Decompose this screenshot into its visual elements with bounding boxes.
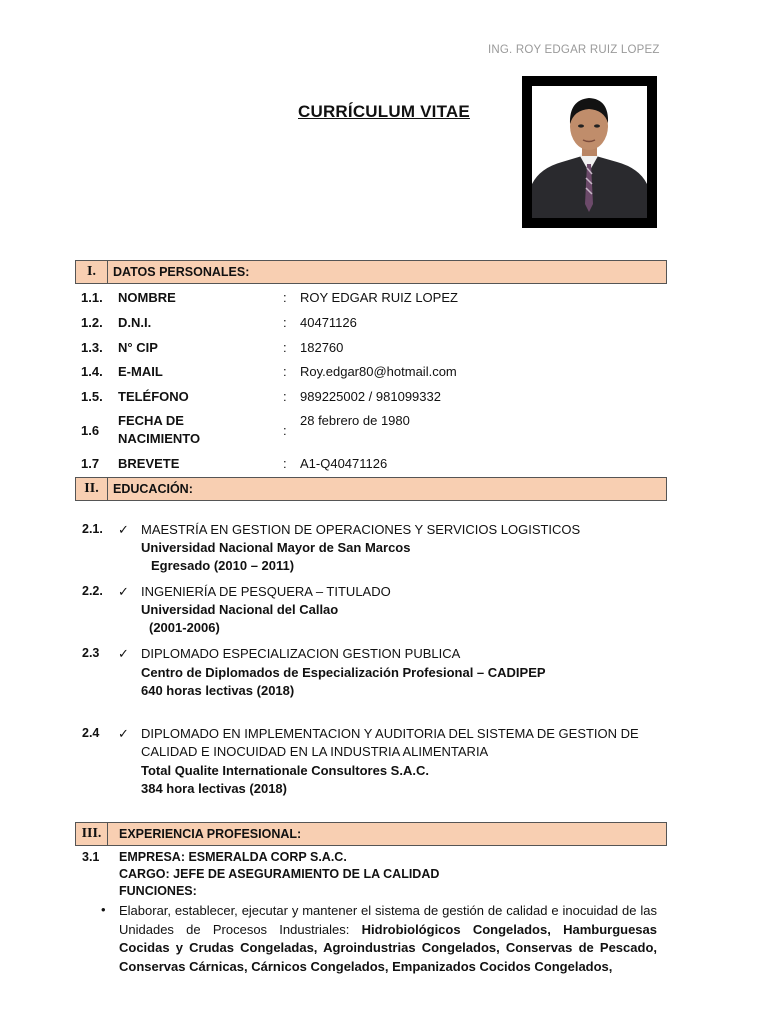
row-number: 1.3. xyxy=(81,340,103,355)
row-value: 28 febrero de 1980 xyxy=(300,413,410,428)
education-degree-cont: CALIDAD E INOCUIDAD EN LA INDUSTRIA ALIMENTARIA xyxy=(141,744,489,759)
row-label: NOMBRE xyxy=(118,290,176,305)
check-icon: ✓ xyxy=(118,726,129,741)
check-icon: ✓ xyxy=(118,584,129,599)
section-personal-header xyxy=(75,260,667,284)
row-label: E-MAIL xyxy=(118,364,163,379)
education-period: Egresado (2010 – 2011) xyxy=(151,558,295,573)
row-value: 40471126 xyxy=(300,315,357,330)
education-degree: DIPLOMADO ESPECIALIZACION GESTION PUBLICA xyxy=(141,646,461,661)
education-institution: Universidad Nacional del Callao xyxy=(141,602,339,617)
row-label: D.N.I. xyxy=(118,315,152,330)
bullet-icon: • xyxy=(101,902,106,917)
row-colon: : xyxy=(283,315,287,330)
section-title: DATOS PERSONALES: xyxy=(113,265,250,279)
row-colon: : xyxy=(283,423,287,438)
experience-company: EMPRESA: ESMERALDA CORP S.A.C. xyxy=(119,850,347,864)
row-number: 1.7 xyxy=(81,456,100,471)
row-label: TELÉFONO xyxy=(118,389,189,404)
section-number: I. xyxy=(76,261,108,283)
header-name: ING. ROY EDGAR RUIZ LOPEZ xyxy=(488,44,660,56)
row-value: 182760 xyxy=(300,340,344,355)
experience-position: CARGO: JEFE DE ASEGURAMIENTO DE LA CALIDAD xyxy=(119,867,440,881)
row-colon: : xyxy=(283,456,287,471)
education-period: (2001-2006) xyxy=(149,620,220,635)
row-number: 1.1. xyxy=(81,290,103,305)
row-value: A1-Q40471126 xyxy=(300,456,388,471)
row-value: 989225002 / 981099332 xyxy=(300,389,441,404)
document-title: CURRÍCULUM VITAE xyxy=(298,102,470,121)
education-degree: INGENIERÍA DE PESQUERA – TITULADO xyxy=(141,584,391,599)
function-text: Elaborar, establecer, ejecutar y mantener el sistema de gestión de calidad e inocuidad de las Unidades de Procesos Industriales: xyxy=(119,903,657,937)
education-institution: Total Qualite Internationale Consultores S.A.C. xyxy=(141,763,429,778)
education-degree: DIPLOMADO EN IMPLEMENTACION Y AUDITORIA DEL SISTEMA DE GESTION DE xyxy=(141,726,639,741)
row-label: BREVETE xyxy=(118,456,180,471)
section-number: II. xyxy=(76,478,108,500)
row-number: 1.2. xyxy=(81,315,103,330)
education-number: 2.3 xyxy=(82,646,100,660)
profile-photo xyxy=(522,76,657,228)
check-icon: ✓ xyxy=(118,522,129,537)
check-icon: ✓ xyxy=(118,646,129,661)
function-item xyxy=(119,902,657,976)
row-number: 1.6 xyxy=(81,423,100,438)
row-colon: : xyxy=(283,290,287,305)
section-title: EXPERIENCIA PROFESIONAL: xyxy=(119,827,302,841)
row-colon: : xyxy=(283,389,287,404)
education-degree: MAESTRÍA EN GESTION DE OPERACIONES Y SERVICIOS LOGISTICOS xyxy=(141,522,581,537)
education-number: 2.1. xyxy=(82,522,103,536)
row-value: Roy.edgar80@hotmail.com xyxy=(300,364,457,379)
row-colon: : xyxy=(283,340,287,355)
row-colon: : xyxy=(283,364,287,379)
experience-functions-label: FUNCIONES: xyxy=(119,884,197,898)
education-institution: Centro de Diplomados de Especialización Profesional – CADIPEP xyxy=(141,665,546,680)
row-label: N° CIP xyxy=(118,340,158,355)
function-text-bold: Hidrobiológicos Congelados, Hamburguesas Cocidas y Crudas Congeladas, Agroindustrias Congelados, Conservas de Pescado, Conservas Cárnicas, Cárnicos Congelados, Empanizados Cocidos Congelados, xyxy=(119,921,657,974)
experience-number: 3.1 xyxy=(82,850,100,864)
education-number: 2.2. xyxy=(82,584,103,598)
row-number: 1.4. xyxy=(81,364,103,379)
education-number: 2.4 xyxy=(82,726,100,740)
row-value: ROY EDGAR RUIZ LOPEZ xyxy=(300,290,458,305)
education-hours: 640 horas lectivas (2018) xyxy=(141,683,295,698)
section-education-header xyxy=(75,477,667,501)
row-label-line2: NACIMIENTO xyxy=(118,431,201,446)
education-hours: 384 hora lectivas (2018) xyxy=(141,781,287,796)
section-number: III. xyxy=(76,823,108,845)
row-number: 1.5. xyxy=(81,389,103,404)
section-experience-header xyxy=(75,822,667,846)
section-title: EDUCACIÓN: xyxy=(113,482,193,496)
education-institution: Universidad Nacional Mayor de San Marcos xyxy=(141,540,411,555)
row-label-line1: FECHA DE xyxy=(118,413,184,428)
